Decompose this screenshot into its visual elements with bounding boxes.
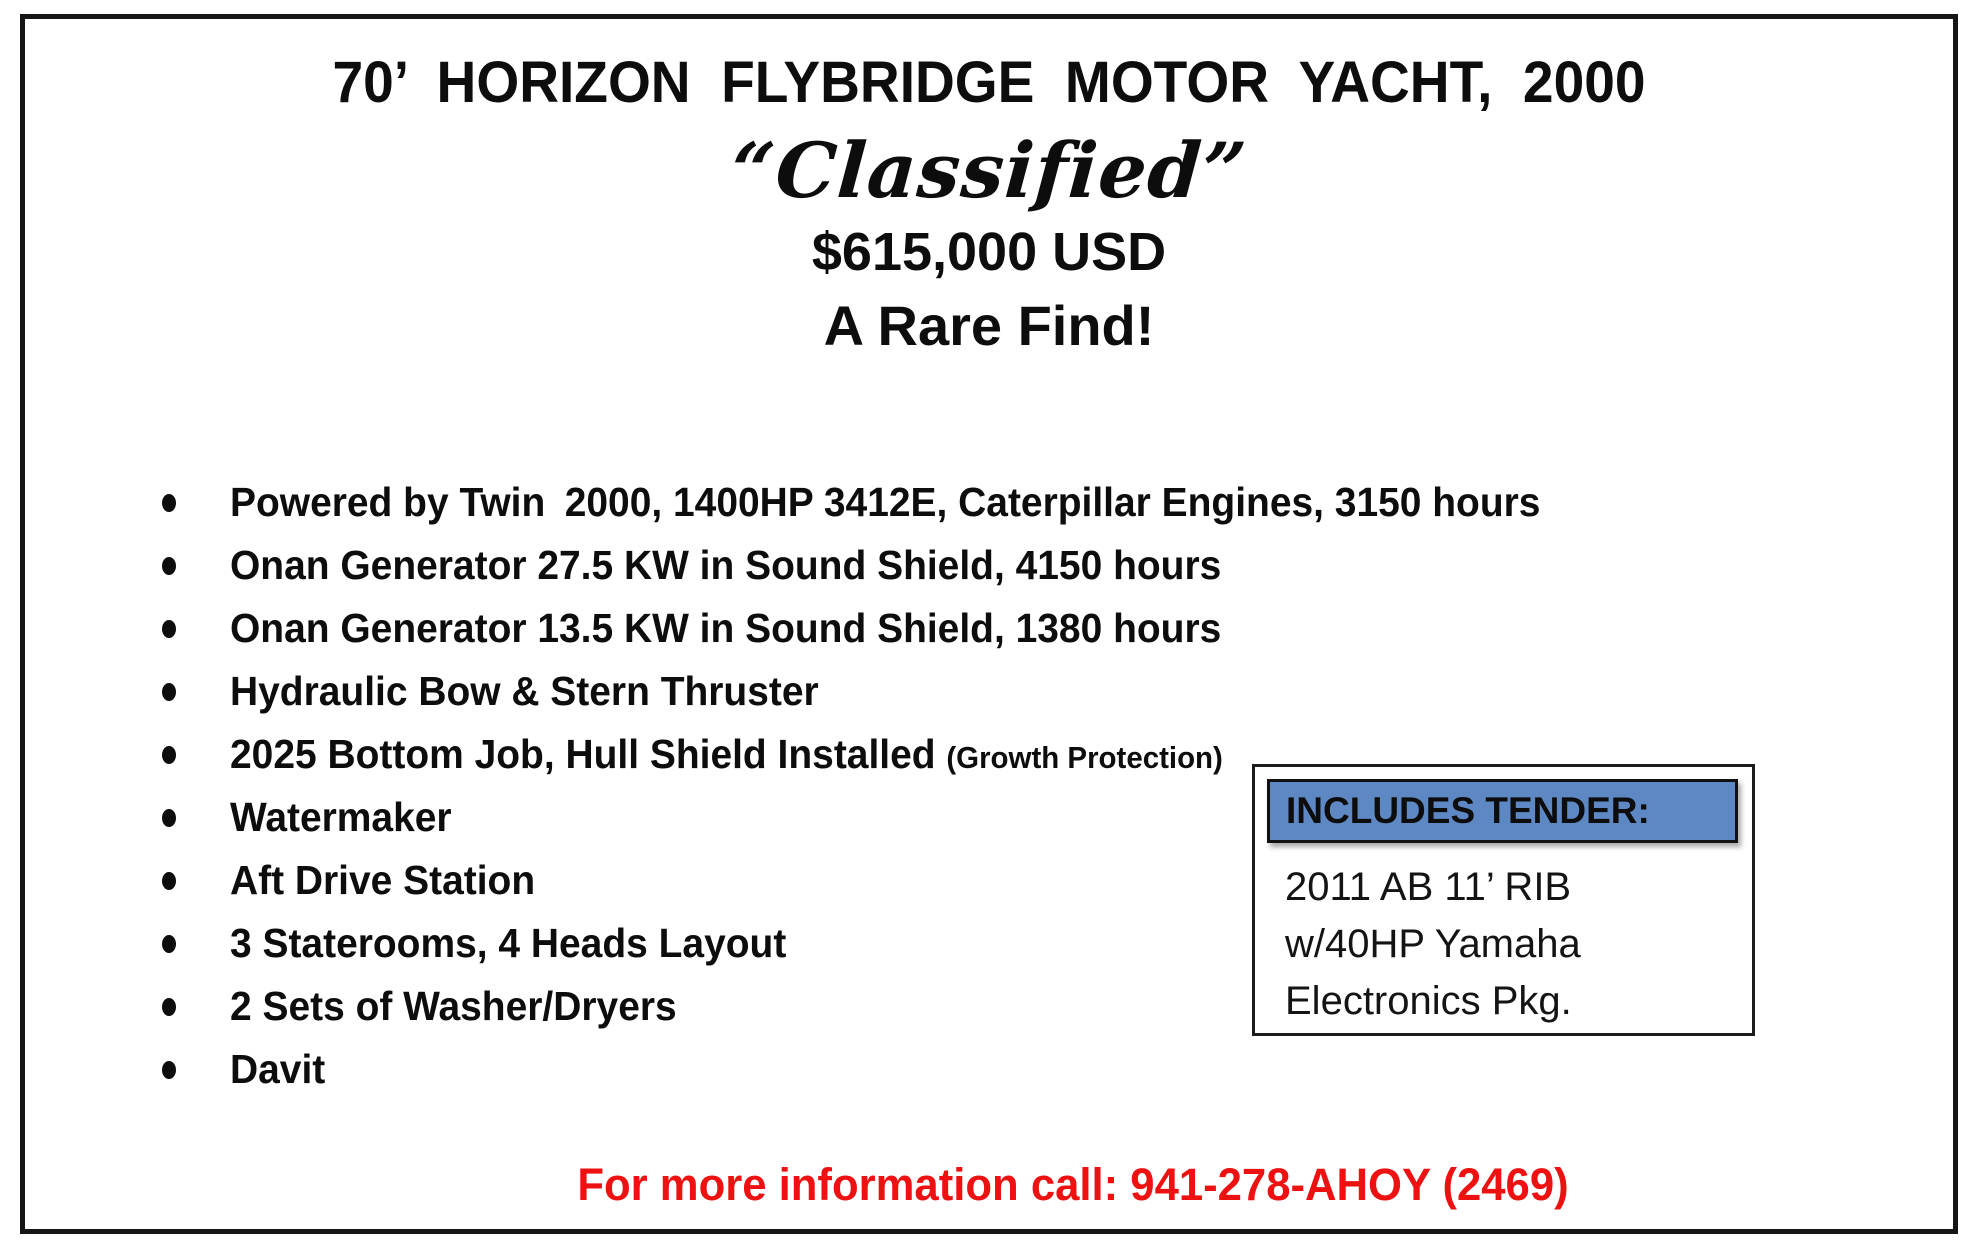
tender-line: Electronics Pkg.	[1285, 979, 1572, 1023]
feature-text: Hydraulic Bow & Stern Thruster	[230, 668, 819, 715]
feature-text-main: 2025 Bottom Job, Hull Shield Installed	[230, 731, 947, 777]
footer-text: For more information call: 941-278-AHOY (2469)	[577, 1159, 1569, 1210]
price-text: $615,000 USD	[811, 222, 1167, 282]
bullet-icon	[162, 557, 176, 575]
feature-text: Powered by Twin 2000, 1400HP 3412E, Caterpillar Engines, 3150 hours	[230, 479, 1541, 526]
bullet-icon	[162, 809, 176, 827]
tender-line: 2011 AB 11’ RIB	[1285, 865, 1572, 909]
classified-tagline: “Classified”	[728, 126, 1250, 215]
feature-text: Watermaker	[230, 794, 452, 841]
feature-text: 3 Staterooms, 4 Heads Layout	[230, 920, 787, 967]
feature-text: Aft Drive Station	[230, 857, 536, 904]
tender-header: INCLUDES TENDER:	[1267, 779, 1738, 843]
bullet-icon	[162, 683, 176, 701]
list-item	[137, 597, 1609, 660]
page-border-frame	[20, 14, 1958, 1234]
bullet-icon	[162, 872, 176, 890]
feature-text	[230, 723, 1223, 789]
feature-text: Onan Generator 27.5 KW in Sound Shield, 4150 hours	[230, 542, 1222, 589]
footer-line	[25, 1159, 1953, 1211]
tender-box	[1252, 764, 1755, 1036]
tender-body	[1285, 859, 1752, 1030]
bullet-icon	[162, 998, 176, 1016]
page-title: 70’ HORIZON FLYBRIDGE MOTOR YACHT, 2000	[332, 50, 1646, 115]
feature-text: Onan Generator 13.5 KW in Sound Shield, 1380 hours	[230, 605, 1222, 652]
header-block	[25, 49, 1953, 358]
subtitle-text: A Rare Find!	[823, 294, 1155, 357]
list-item	[137, 471, 1609, 534]
list-item	[137, 534, 1609, 597]
bullet-icon	[162, 620, 176, 638]
bullet-icon	[162, 935, 176, 953]
bullet-icon	[162, 494, 176, 512]
bullet-icon	[162, 746, 176, 764]
list-item	[137, 1038, 1609, 1101]
tender-line: w/40HP Yamaha	[1285, 922, 1581, 966]
feature-text: Davit	[230, 1046, 326, 1093]
feature-note: (Growth Protection)	[946, 740, 1223, 775]
feature-text: 2 Sets of Washer/Dryers	[230, 983, 677, 1030]
list-item	[137, 660, 1609, 723]
bullet-icon	[162, 1061, 176, 1079]
